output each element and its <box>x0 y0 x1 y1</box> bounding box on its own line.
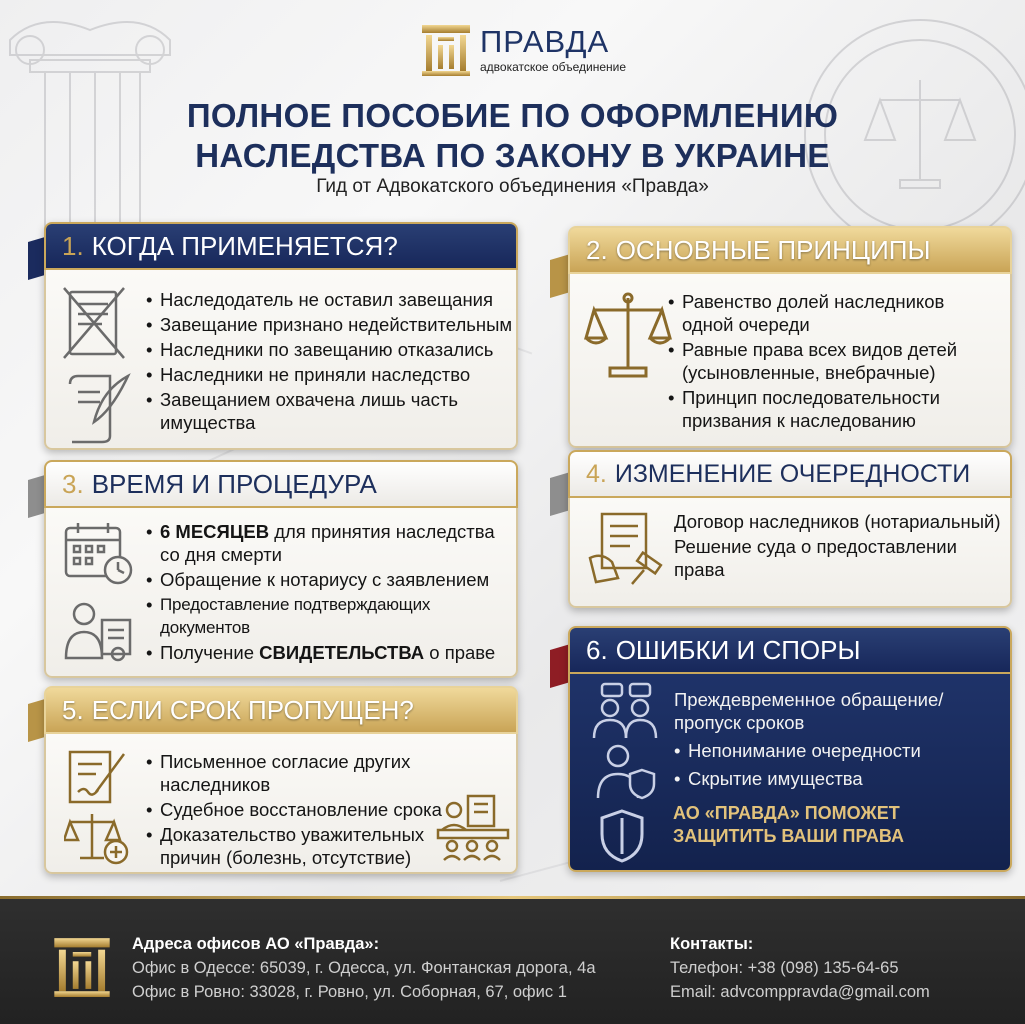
list-item: • Предоставление подтверждающих документов <box>146 594 431 637</box>
list-item: • Получение СВИДЕТЕЛЬСТВА о праве <box>146 642 496 663</box>
call-to-action <box>673 802 904 848</box>
section-title: ВРЕМЯ И ПРОЦЕДУРА <box>91 468 377 499</box>
page-title <box>0 96 1025 176</box>
contacts-title: Контакты: <box>670 935 754 953</box>
section-5-header <box>44 686 518 734</box>
section-number: 1. <box>62 230 84 261</box>
section-3-header <box>44 460 518 508</box>
section-6-list <box>674 688 1010 795</box>
address-title: Адреса офисов АО «Правда»: <box>132 935 380 953</box>
list-item: • Завещание признано недействительным <box>146 314 513 335</box>
notary-certificate-icon <box>62 598 134 662</box>
person-shield-icon <box>594 742 658 800</box>
list-item: • Завещанием охвачена лишь часть имущества <box>146 389 459 433</box>
pravda-logo-icon <box>420 23 472 77</box>
cta-line-2: ЗАЩИТИТЬ ВАШИ ПРАВА <box>673 826 905 846</box>
page-subtitle: Гид от Адвокатского объединения «Правда» <box>316 176 709 197</box>
list-item: • 6 МЕСЯЦЕВ для принятия наследства со дня смерти <box>146 521 495 565</box>
shield-icon <box>598 808 646 864</box>
calendar-clock-icon <box>62 520 134 586</box>
list-item: Решение суда о предоставлении права <box>674 536 957 580</box>
list-item: • Скрытие имущества <box>674 768 863 789</box>
list-item: • Наследники по завещанию отказались <box>146 339 494 360</box>
footer-divider <box>0 896 1025 899</box>
section-2-header <box>568 226 1012 274</box>
section-number: 3. <box>62 468 84 499</box>
section-6-card <box>568 626 1012 872</box>
office-odessa: Офис в Одессе: 65039, г. Одесса, ул. Фонтанская дорога, 4а <box>132 959 596 977</box>
pravda-logo-icon <box>52 934 112 1000</box>
footer <box>0 896 1025 1024</box>
section-title: ЕСЛИ СРОК ПРОПУЩЕН? <box>91 694 414 725</box>
list-item: • Письменное согласие других наследников <box>146 751 411 795</box>
dispute-people-icon <box>590 682 662 740</box>
section-title: ИЗМЕНЕНИЕ ОЧЕРЕДНОСТИ <box>614 459 971 488</box>
list-item: • Непонимание очередности <box>674 740 921 761</box>
section-title: ОСНОВНЫЕ ПРИНЦИПЫ <box>615 234 931 265</box>
list-item: • Равные права всех видов детей (усыновленные, внебрачные) <box>668 339 958 383</box>
section-1-card <box>44 222 518 450</box>
section-number: 2. <box>586 234 608 265</box>
scales-icon <box>584 290 672 380</box>
section-4-card <box>568 450 1012 608</box>
brand-name: ПРАВДА <box>480 24 610 59</box>
signing-document-icon <box>66 746 130 806</box>
scroll-quill-icon <box>62 370 132 446</box>
title-line-1: ПОЛНОЕ ПОСОБИЕ ПО ОФОРМЛЕНИЮ <box>186 97 839 134</box>
list-item: • Равенство долей наследников одной очереди <box>668 291 945 335</box>
list-item: • Наследники не приняли наследство <box>146 364 471 385</box>
title-line-2: НАСЛЕДСТВА ПО ЗАКОНУ В УКРАИНЕ <box>195 137 830 174</box>
list-item: • Обращение к нотариусу с заявлением <box>146 569 490 590</box>
phone-link[interactable]: Телефон: +38 (098) 135-64-65 <box>670 959 899 977</box>
section-4-list <box>674 510 1008 583</box>
email-link[interactable]: Email: advcomppravda@gmail.com <box>670 983 930 1001</box>
section-number: 6. <box>586 634 608 665</box>
section-3-list <box>146 520 516 666</box>
scales-plus-icon <box>64 810 130 866</box>
office-rovno: Офис в Ровно: 33028, г. Ровно, ул. Соборная, 67, офис 1 <box>132 983 567 1001</box>
list-item: • Принцип последовательности призвания к наследованию <box>668 387 940 431</box>
section-title: КОГДА ПРИМЕНЯЕТСЯ? <box>91 230 398 261</box>
section-5-list <box>146 750 516 871</box>
footer-contacts <box>670 932 930 1004</box>
contract-gavel-icon <box>588 508 668 588</box>
section-5-card <box>44 686 518 874</box>
section-2-card <box>568 226 1012 448</box>
footer-addresses <box>132 932 596 1004</box>
section-1-header <box>44 222 518 270</box>
section-2-list <box>668 290 998 434</box>
section-title: ОШИБКИ И СПОРЫ <box>615 634 861 665</box>
cta-line-1: АО «ПРАВДА» ПОМОЖЕТ <box>673 803 900 823</box>
list-item: • Наследодатель не оставил завещания <box>146 289 494 310</box>
list-item: Договор наследников (нотариальный) <box>674 511 1001 532</box>
list-item: Преждевременное обращение/пропуск сроков <box>674 689 944 733</box>
section-number: 4. <box>586 459 607 488</box>
list-item: • Доказательство уважительных причин (болезнь, отсутствие) <box>146 824 425 868</box>
brand-subtitle: адвокатское объединение <box>480 60 627 74</box>
section-1-list <box>146 288 516 436</box>
crossed-document-icon <box>62 286 128 362</box>
section-6-header <box>568 626 1012 674</box>
section-4-header <box>568 450 1012 498</box>
brand-logo <box>420 22 626 78</box>
section-3-card <box>44 460 518 678</box>
section-number: 5. <box>62 694 84 725</box>
list-item: • Судебное восстановление срока <box>146 799 442 820</box>
